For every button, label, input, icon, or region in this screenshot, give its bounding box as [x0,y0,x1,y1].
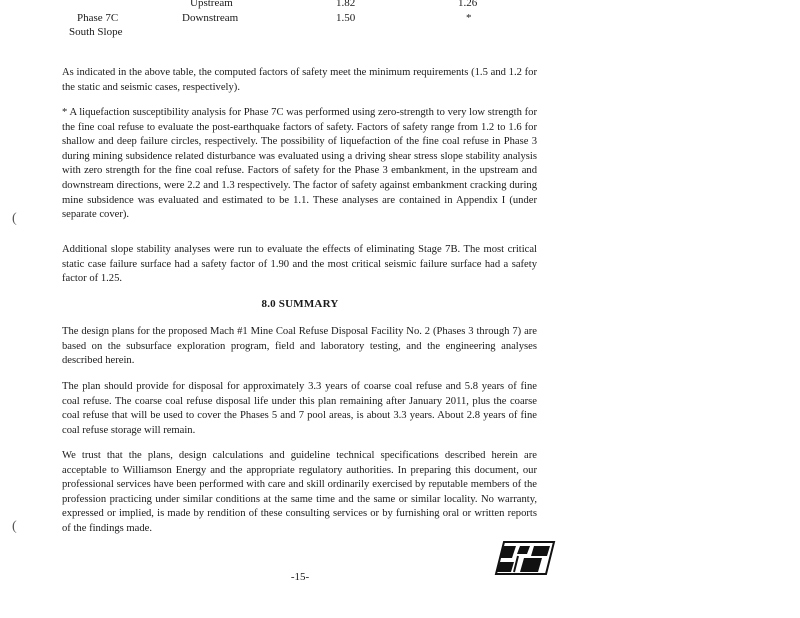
paragraph-closing: We trust that the plans, design calculations and guideline technical specifications described herein are acceptable to Williamson Energy and the appropriate regulatory authorities. In preparing this document, our professional services have been performed with care and skill ordinarily exercised by reputable members of the profession practicing under similar conditions at the same time and the same or similar locality. No warranty, expressed or implied, is made by rendition of these consulting services or by furnishing oral or written reports of the findings made. [62,450,537,534]
paragraph-disposal-life: The plan should provide for disposal for approximately 3.3 years of coarse coal refuse and 5.8 years of fine coal refuse. The coarse coal refuse disposal life under this plan remaining after January 2011, plus the coarse coal refuse that will be used to cover the Phases 5 and 7 pool areas, is about 3.3 years. About 2.8 years of fine coal refuse storage will remain. [62,381,537,436]
table-cell-direction: Upstream [190,0,233,9]
section-heading: 8.0 SUMMARY [261,298,339,310]
table-cell-phase: Phase 7C [77,12,119,24]
paragraph-requirements: As indicated in the above table, the computed factors of safety meet the minimum requirements (1.5 and 1.2 for the static and seismic cases, respectively). [62,67,537,93]
table-cell-seismic-fs: 1.26 [458,0,478,9]
paragraph-liquefaction: * A liquefaction susceptibility analysis for Phase 7C was performed using zero-strength to very low strength for the fine coal refuse to evaluate the post-earthquake factors of safety. Factors of safety range from 1.2 to 1.6 for shallow and deep failure circles, respectively. The possibility of liquefaction of the fine coal refuse in Phase 3 during mining subsidence related disturbance was evaluated using a driving shear stress slope stability analysis with zero strength for the fine coal refuse. Factors of safety for the Phase 3 embankment, in the upstream and downstream directions, were 2.2 and 1.3 respectively. The factor of safety against embankment cracking during mine subsidence was evaluated and estimated to be 1.1. These analyses are contained in Appendix I (under separate cover). [62,107,537,221]
table-cell-direction: Downstream [182,12,239,24]
hole-punch-mark: ( [12,519,17,534]
paragraph-additional-analyses: Additional slope stability analyses were run to evaluate the effects of eliminating Stage 7B. The most critical static case failure surface had a safety factor of 1.90 and the most critical seismic failure surface had a safety factor of 1.25. [62,244,537,285]
page-number: -15- [290,571,310,583]
table-cell-phase: South Slope [69,26,123,38]
table-cell-seismic-fs: * [466,12,472,24]
table-cell-static-fs: 1.82 [336,0,356,9]
table-cell-static-fs: 1.50 [336,12,356,24]
hole-punch-mark: ( [12,211,17,226]
paragraph-design-plans: The design plans for the proposed Mach #1 Mine Coal Refuse Disposal Facility No. 2 (Phases 3 through 7) are based on the subsurface exploration program, field and laboratory testing, and the engineering analyses described herein. [62,326,537,367]
